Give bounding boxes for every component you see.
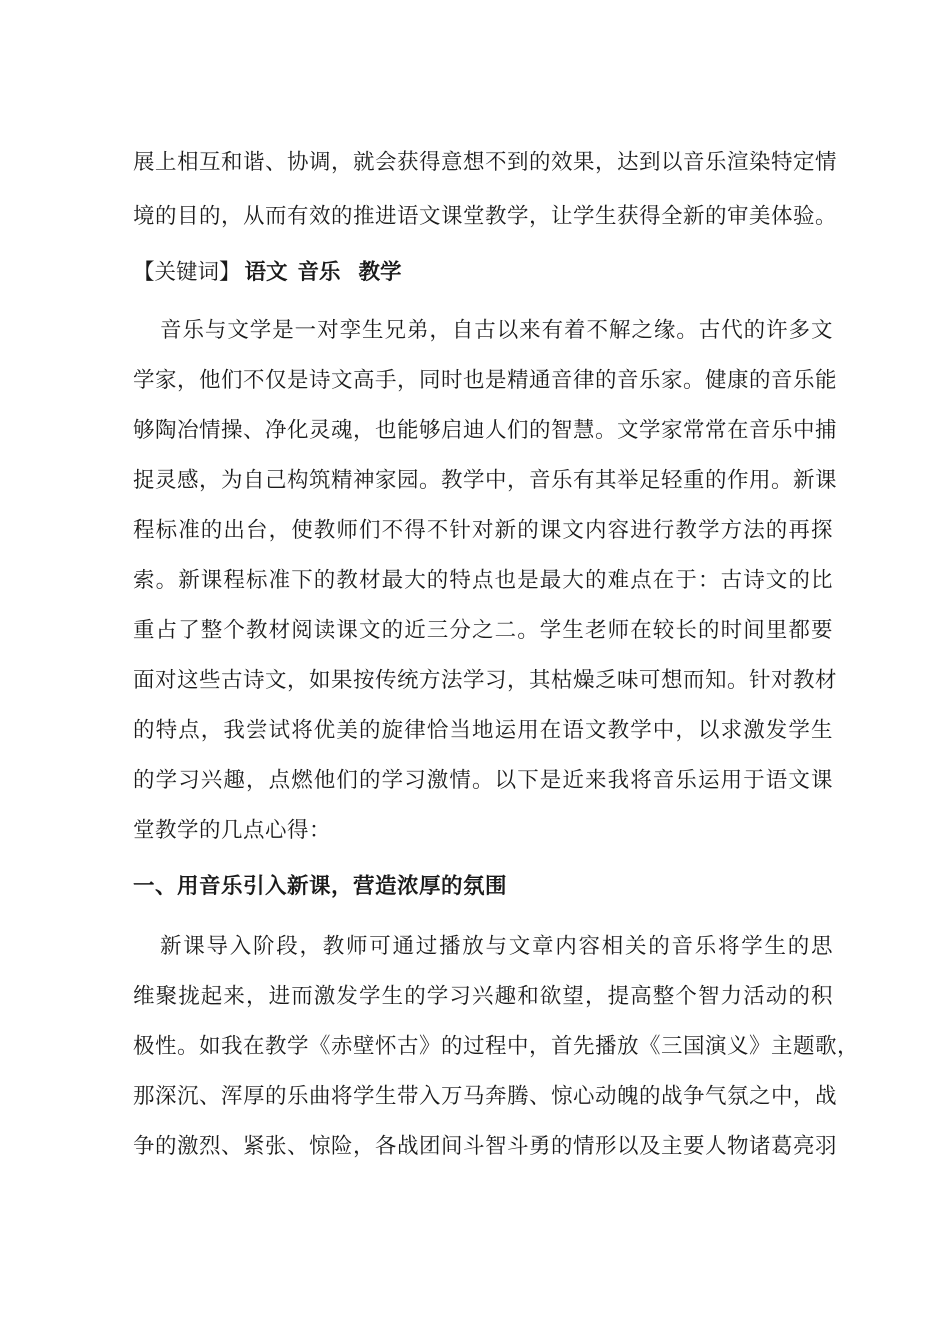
paragraph-line: 的学习兴趣，点燃他们的学习激情。以下是近来我将音乐运用于语文课 (133, 768, 833, 793)
abstract-line: 展上相互和谐、协调，就会获得意想不到的效果，达到以音乐渲染特定情 (133, 150, 838, 175)
keyword-term: 教学 (358, 260, 402, 285)
paragraph-line: 维聚拢起来，进而激发学生的学习兴趣和欲望，提高整个智力活动的积 (133, 984, 833, 1009)
paragraph-line: 争的激烈、紧张、惊险，各战团间斗智斗勇的情形以及主要人物诸葛亮羽 (133, 1134, 838, 1159)
paragraph-line: 重占了整个教材阅读课文的近三分之二。学生老师在较长的时间里都要 (133, 618, 833, 643)
paragraph-line: 极性。如我在教学《赤壁怀古》的过程中，首先播放《三国演义》主题歌， (133, 1034, 860, 1059)
keyword-term: 语文 (244, 260, 288, 285)
paragraph-line: 堂教学的几点心得： (133, 818, 332, 843)
paragraph-line: 的特点，我尝试将优美的旋律恰当地运用在语文教学中，以求激发学生 (133, 718, 833, 743)
paragraph-line: 新课导入阶段，教师可通过播放与文章内容相关的音乐将学生的思 (160, 934, 833, 959)
keywords (133, 258, 402, 288)
keywords-label: 【关键词】 (133, 260, 241, 285)
paragraph-line: 够陶冶情操、净化灵魂，也能够启迪人们的智慧。文学家常常在音乐中捕 (133, 418, 838, 443)
section-heading: 一、用音乐引入新课，营造浓厚的氛围 (133, 874, 508, 899)
paragraph-line: 程标准的出台，使教师们不得不针对新的课文内容进行教学方法的再探 (133, 518, 833, 543)
paragraph-line: 捉灵感，为自己构筑精神家园。教学中，音乐有其举足轻重的作用。新课 (133, 468, 838, 493)
abstract-line: 境的目的，从而有效的推进语文课堂教学，让学生获得全新的审美体验。 (133, 204, 838, 229)
paragraph-line: 音乐与文学是一对孪生兄弟，自古以来有着不解之缘。古代的许多文 (160, 318, 833, 343)
paragraph-line: 面对这些古诗文，如果按传统方法学习，其枯燥乏味可想而知。针对教材 (133, 668, 838, 693)
paragraph-line: 那深沉、浑厚的乐曲将学生带入万马奔腾、惊心动魄的战争气氛之中，战 (133, 1084, 838, 1109)
paragraph-line: 学家，他们不仅是诗文高手，同时也是精通音律的音乐家。健康的音乐能 (133, 368, 838, 393)
keyword-term: 音乐 (297, 260, 341, 285)
paragraph-line: 索。新课程标准下的教材最大的特点也是最大的难点在于：古诗文的比 (133, 568, 833, 593)
